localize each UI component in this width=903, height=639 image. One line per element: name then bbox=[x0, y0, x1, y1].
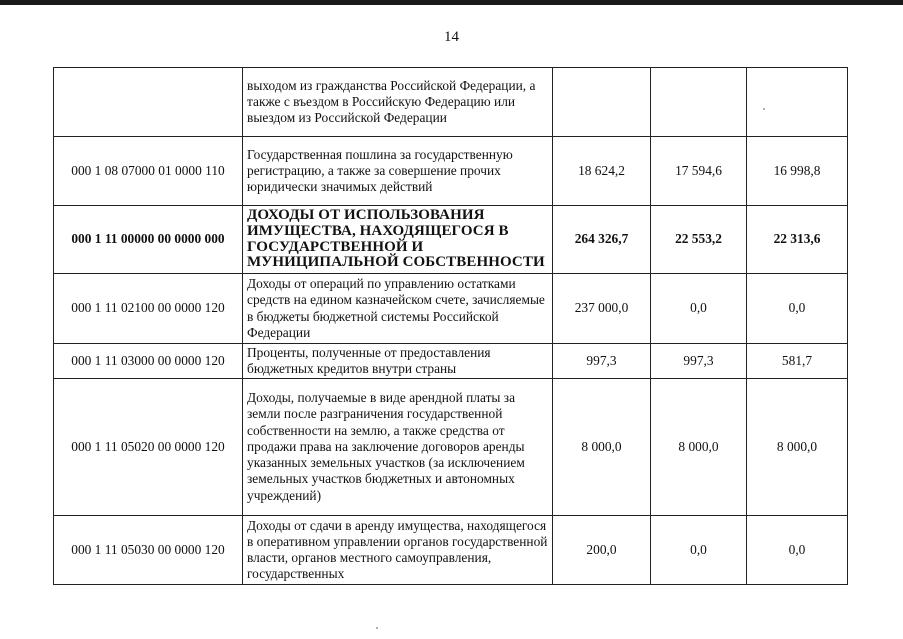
description-cell: Государственная пошлина за государственную регистрацию, а также за совершение прочих юридически значимых действий bbox=[243, 137, 553, 206]
amount-year1-cell: 237 000,0 bbox=[553, 274, 651, 344]
amount-year3-cell: 0,0 bbox=[747, 274, 848, 344]
amount-year1-cell: 18 624,2 bbox=[553, 137, 651, 206]
amount-year2-cell: 997,3 bbox=[651, 344, 747, 379]
amount-year2-cell: 22 553,2 bbox=[651, 206, 747, 274]
budget-code-cell: 000 1 11 05030 00 0000 120 bbox=[54, 516, 243, 585]
description-cell: ДОХОДЫ ОТ ИСПОЛЬЗОВАНИЯ ИМУЩЕСТВА, НАХОДЯЩЕГОСЯ В ГОСУДАРСТВЕННОЙ И МУНИЦИПАЛЬНОЙ СОБСТВЕННОСТИ bbox=[243, 206, 553, 274]
amount-year1-cell: 997,3 bbox=[553, 344, 651, 379]
description-cell: Проценты, полученные от предоставления бюджетных кредитов внутри страны bbox=[243, 344, 553, 379]
amount-year3-cell: 8 000,0 bbox=[747, 379, 848, 516]
budget-code-cell: 000 1 11 00000 00 0000 000 bbox=[54, 206, 243, 274]
table-row bbox=[54, 137, 848, 206]
scan-speck bbox=[376, 627, 378, 629]
amount-year2-cell: 8 000,0 bbox=[651, 379, 747, 516]
table-row bbox=[54, 68, 848, 137]
amount-year2-cell bbox=[651, 68, 747, 137]
budget-code-cell bbox=[54, 68, 243, 137]
amount-year3-cell: 581,7 bbox=[747, 344, 848, 379]
amount-year3-cell: 0,0 bbox=[747, 516, 848, 585]
table-row-section-total bbox=[54, 206, 848, 274]
table-row bbox=[54, 344, 848, 379]
table-row bbox=[54, 379, 848, 516]
amount-year1-cell: 8 000,0 bbox=[553, 379, 651, 516]
amount-year3-cell bbox=[747, 68, 848, 137]
budget-revenue-table bbox=[53, 67, 848, 585]
amount-year1-cell bbox=[553, 68, 651, 137]
budget-code-cell: 000 1 08 07000 01 0000 110 bbox=[54, 137, 243, 206]
description-cell: Доходы от сдачи в аренду имущества, находящегося в оперативном управлении органов государственной власти, органов местного самоуправления, государственных bbox=[243, 516, 553, 585]
amount-year3-cell: 22 313,6 bbox=[747, 206, 848, 274]
table-row bbox=[54, 516, 848, 585]
amount-year3-cell: 16 998,8 bbox=[747, 137, 848, 206]
description-cell: выходом из гражданства Российской Федерации, а также с въездом в Российскую Федерацию или выездом из Российской Федерации bbox=[243, 68, 553, 137]
amount-year2-cell: 0,0 bbox=[651, 274, 747, 344]
scan-speck bbox=[763, 108, 765, 110]
table-row bbox=[54, 274, 848, 344]
description-cell: Доходы, получаемые в виде арендной платы за земли после разграничения государственной собственности на землю, а также средства от продажи права на заключение договоров аренды указанных земельных участков (за исключением земельных участков бюджетных и автономных учреждений) bbox=[243, 379, 553, 516]
amount-year2-cell: 0,0 bbox=[651, 516, 747, 585]
budget-code-cell: 000 1 11 02100 00 0000 120 bbox=[54, 274, 243, 344]
description-cell: Доходы от операций по управлению остатками средств на едином казначейском счете, зачисляемые в бюджеты бюджетной системы Российской Федерации bbox=[243, 274, 553, 344]
scan-top-border bbox=[0, 0, 903, 5]
amount-year1-cell: 200,0 bbox=[553, 516, 651, 585]
amount-year1-cell: 264 326,7 bbox=[553, 206, 651, 274]
page-number: 14 bbox=[444, 29, 459, 45]
amount-year2-cell: 17 594,6 bbox=[651, 137, 747, 206]
budget-code-cell: 000 1 11 03000 00 0000 120 bbox=[54, 344, 243, 379]
budget-code-cell: 000 1 11 05020 00 0000 120 bbox=[54, 379, 243, 516]
